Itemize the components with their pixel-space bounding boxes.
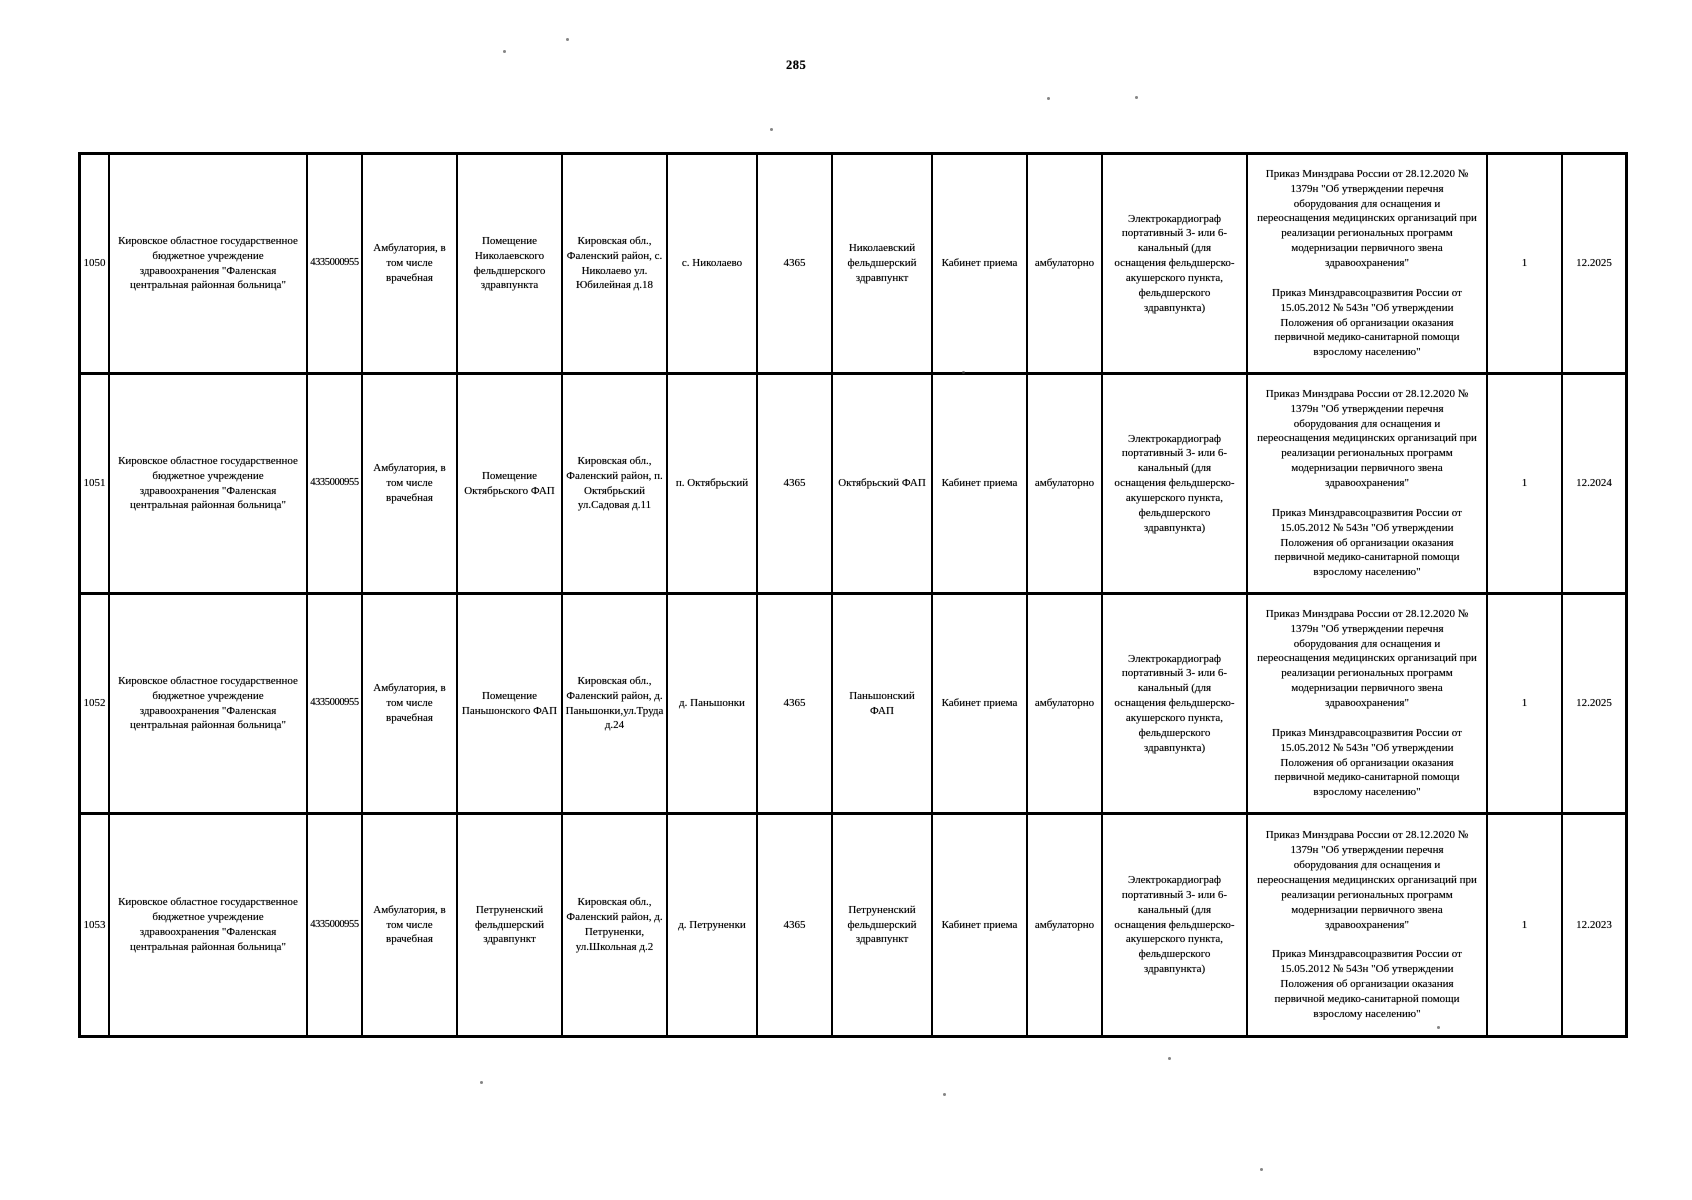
equipment-cell: Электрокардиограф портативный 3- или 6-канальный (для оснащения фельдшерско-акушерского пункта, фельдшерского здравпункта) xyxy=(1103,375,1248,592)
care-conditions-cell: амбулаторно xyxy=(1028,815,1103,1035)
replacement-date-cell: 12.2025 xyxy=(1576,257,1612,270)
replacement-date-cell: 12.2025 xyxy=(1576,697,1612,710)
subdivision-type-cell: Амбулатория, в том числе врачебная xyxy=(363,155,458,372)
address-cell: Кировская обл., Фаленский район, д. Паньшонки,ул.Труда д.24 xyxy=(563,595,668,812)
scan-speck xyxy=(503,50,506,53)
replacement-date-cell: 12.2024 xyxy=(1576,477,1612,490)
subdivision-type-cell: Амбулатория, в том числе врачебная xyxy=(363,375,458,592)
page-number: 285 xyxy=(786,58,807,72)
population-cell: 4365 xyxy=(758,375,833,592)
unit-name-cell: Николаевский фельдшерский здравпункт xyxy=(833,155,933,372)
row-id-cell: 1052 xyxy=(81,595,110,812)
premises-cell: Помещение Паньшонского ФАП xyxy=(458,595,563,812)
regulations-cell xyxy=(1248,375,1488,592)
quantity-cell: 1 xyxy=(1488,375,1563,592)
scan-speck xyxy=(480,1081,483,1084)
scan-speck xyxy=(1135,96,1138,99)
regulations-cell xyxy=(1248,595,1488,812)
regulation-order-1: Приказ Минздрава России от 28.12.2020 № 1379н "Об утверждении перечня оборудования для оснащения и переоснащения медицинских организаций при реализации региональных программ модернизации первичного звена здравоохранения" xyxy=(1257,829,1477,931)
care-conditions-cell: амбулаторно xyxy=(1028,595,1103,812)
organization-name-cell: Кировское областное государственное бюджетное учреждение здравоохранения "Фаленская центральная районная больница" xyxy=(110,815,308,1035)
locality-cell: д. Паньшонки xyxy=(668,595,758,812)
organization-name-cell: Кировское областное государственное бюджетное учреждение здравоохранения "Фаленская центральная районная больница" xyxy=(110,375,308,592)
scan-speck xyxy=(962,371,965,374)
replacement-date-cell: 12.2023 xyxy=(1576,918,1612,931)
org-code-cell: 4335000955 xyxy=(308,375,363,592)
regulation-order-1: Приказ Минздрава России от 28.12.2020 № 1379н "Об утверждении перечня оборудования для оснащения и переоснащения медицинских организаций при реализации региональных программ модернизации первичного звена здравоохранения" xyxy=(1257,167,1477,269)
scan-speck xyxy=(770,128,773,131)
population-cell: 4365 xyxy=(758,815,833,1035)
quantity-cell: 1 xyxy=(1488,155,1563,372)
organization-name-cell: Кировское областное государственное бюджетное учреждение здравоохранения "Фаленская центральная районная больница" xyxy=(110,155,308,372)
table-row xyxy=(81,375,1625,595)
subdivision-type-cell: Амбулатория, в том числе врачебная xyxy=(363,595,458,812)
locality-cell: д. Петруненки xyxy=(668,815,758,1035)
row-id-cell: 1053 xyxy=(81,815,110,1035)
regulation-order-1: Приказ Минздрава России от 28.12.2020 № 1379н "Об утверждении перечня оборудования для оснащения и переоснащения медицинских организаций при реализации региональных программ модернизации первичного звена здравоохранения" xyxy=(1257,387,1477,489)
address-cell: Кировская обл., Фаленский район, п. Октябрьский ул.Садовая д.11 xyxy=(563,375,668,592)
population-cell: 4365 xyxy=(758,595,833,812)
regulations-cell xyxy=(1248,155,1488,372)
org-code-cell: 4335000955 xyxy=(308,155,363,372)
scan-speck xyxy=(1168,1057,1171,1060)
locality-cell: с. Николаево xyxy=(668,155,758,372)
address-cell: Кировская обл., Фаленский район, д. Петруненки, ул.Школьная д.2 xyxy=(563,815,668,1035)
room-cell: Кабинет приема xyxy=(933,595,1028,812)
address-cell: Кировская обл., Фаленский район, с. Николаево ул. Юбилейная д.18 xyxy=(563,155,668,372)
unit-name-cell: Паньшонский ФАП xyxy=(833,595,933,812)
facilities-equipment-table xyxy=(78,152,1628,1038)
scan-speck xyxy=(566,38,569,41)
locality-cell: п. Октябрьский xyxy=(668,375,758,592)
premises-cell: Помещение Николаевского фельдшерского здравпункта xyxy=(458,155,563,372)
room-cell: Кабинет приема xyxy=(933,155,1028,372)
organization-name-cell: Кировское областное государственное бюджетное учреждение здравоохранения "Фаленская центральная районная больница" xyxy=(110,595,308,812)
scan-speck xyxy=(943,1093,946,1096)
table-row xyxy=(81,595,1625,815)
unit-name-cell: Октябрьский ФАП xyxy=(833,375,933,592)
table-row xyxy=(81,155,1625,375)
quantity-cell: 1 xyxy=(1488,815,1563,1035)
equipment-cell: Электрокардиограф портативный 3- или 6-канальный (для оснащения фельдшерско-акушерского пункта, фельдшерского здравпункта) xyxy=(1103,815,1248,1035)
regulations-cell xyxy=(1248,815,1488,1035)
population-cell: 4365 xyxy=(758,155,833,372)
equipment-cell: Электрокардиограф портативный 3- или 6-канальный (для оснащения фельдшерско-акушерского пункта, фельдшерского здравпункта) xyxy=(1103,155,1248,372)
scan-speck xyxy=(1437,1026,1440,1029)
equipment-cell: Электрокардиограф портативный 3- или 6-канальный (для оснащения фельдшерско-акушерского пункта, фельдшерского здравпункта) xyxy=(1103,595,1248,812)
org-code-cell: 4335000955 xyxy=(308,595,363,812)
table-row xyxy=(81,815,1625,1035)
room-cell: Кабинет приема xyxy=(933,815,1028,1035)
care-conditions-cell: амбулаторно xyxy=(1028,375,1103,592)
regulation-order-2: Приказ Минздравсоцразвития России от 15.05.2012 № 543н "Об утверждении Положения об организации оказания первичной медико-санитарной помощи взрослому населению" xyxy=(1272,286,1462,359)
scan-speck xyxy=(1260,1168,1263,1171)
quantity-cell: 1 xyxy=(1488,595,1563,812)
regulation-order-2: Приказ Минздравсоцразвития России от 15.05.2012 № 543н "Об утверждении Положения об организации оказания первичной медико-санитарной помощи взрослому населению" xyxy=(1272,948,1462,1020)
regulation-order-1: Приказ Минздрава России от 28.12.2020 № 1379н "Об утверждении перечня оборудования для оснащения и переоснащения медицинских организаций при реализации региональных программ модернизации первичного звена здравоохранения" xyxy=(1257,607,1477,709)
row-id-cell: 1051 xyxy=(81,375,110,592)
org-code-cell: 4335000955 xyxy=(308,815,363,1035)
premises-cell: Петруненский фельдшерский здравпункт xyxy=(458,815,563,1035)
care-conditions-cell: амбулаторно xyxy=(1028,155,1103,372)
premises-cell: Помещение Октябрьского ФАП xyxy=(458,375,563,592)
subdivision-type-cell: Амбулатория, в том числе врачебная xyxy=(363,815,458,1035)
unit-name-cell: Петруненский фельдшерский здравпункт xyxy=(833,815,933,1035)
regulation-order-2: Приказ Минздравсоцразвития России от 15.05.2012 № 543н "Об утверждении Положения об организации оказания первичной медико-санитарной помощи взрослому населению" xyxy=(1272,726,1462,799)
scan-speck xyxy=(1047,97,1050,100)
regulation-order-2: Приказ Минздравсоцразвития России от 15.05.2012 № 543н "Об утверждении Положения об организации оказания первичной медико-санитарной помощи взрослому населению" xyxy=(1272,506,1462,579)
room-cell: Кабинет приема xyxy=(933,375,1028,592)
row-id-cell: 1050 xyxy=(81,155,110,372)
